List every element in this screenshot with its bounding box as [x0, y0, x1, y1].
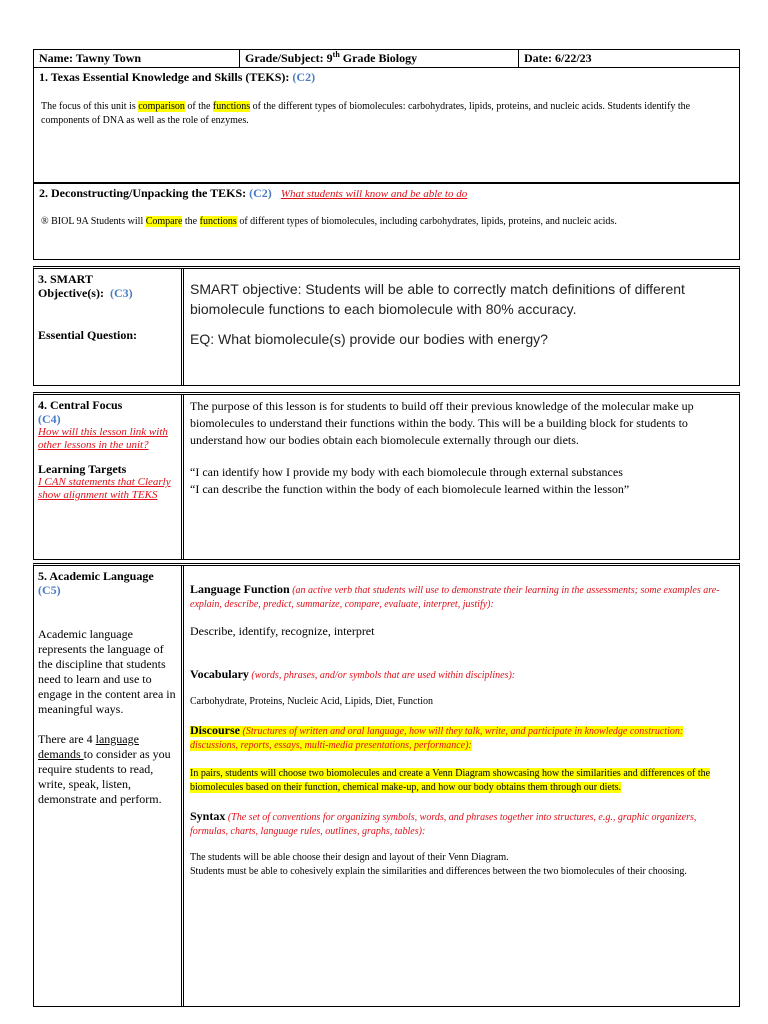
central-left	[34, 395, 184, 559]
learning-targets-label: Learning Targets	[38, 462, 127, 476]
vocabulary-label: Vocabulary	[190, 667, 249, 681]
smart-code: (C3)	[109, 286, 133, 300]
central-purpose-text: The purpose of this lesson is for students to build off their previous knowledge of the molecular make up biomolecules to understand their functions within the body. This will be a building block for students to understand how our bodies obtain each biomolecule externally through our diets.	[190, 399, 694, 447]
discourse-value-line	[190, 767, 733, 795]
teks-text-1: The focus of this unit is	[41, 101, 139, 112]
academic-language-description: Academic language represents the language of the discipline that students need to learn and use to engage in the content area in meaningful ways.	[38, 627, 176, 716]
teks-code: (C2)	[292, 70, 316, 84]
deconstruct-highlight-1: Compare	[145, 216, 183, 227]
lesson-plan-document	[33, 49, 740, 1007]
grade-subject-cell	[240, 50, 519, 67]
teks-text-3: of the different types of biomolecules: carbohydrates, lipids, proteins, and nucleic acids. Students identify the components of DNA as well as the role of enzymes.	[41, 101, 691, 126]
deconstruct-title-text: 2. Deconstructing/Unpacking the TEKS:	[39, 186, 247, 200]
language-demands-text	[38, 732, 177, 807]
discourse-value: In pairs, students will choose two biomolecules and create a Venn Diagram showcasing how the similarities and differences of the biomolecules based on their function, chemical make-up, and how our body obtains them through our diets.	[190, 768, 711, 793]
smart-label: 3. SMART	[38, 272, 93, 286]
language-function-label: Language Function	[190, 582, 290, 596]
deconstruct-text-1: ® BIOL 9A Students will	[41, 216, 146, 227]
syntax-value-2: Students must be able to cohesively explain the similarities and differences between the two biomolecules of their choosing.	[190, 866, 687, 877]
academic-language-code: (C5)	[38, 583, 61, 597]
academic-language-section	[33, 563, 740, 1007]
smart-section	[33, 266, 740, 386]
syntax-label: Syntax	[190, 809, 226, 823]
teks-section	[33, 68, 740, 183]
language-function-line	[190, 582, 733, 612]
academic-right	[184, 566, 739, 1006]
can-statement-2: “I can describe the function within the body of each biomolecule learned within the lesson”	[190, 482, 630, 496]
language-function-desc: (an active verb that students will use to demonstrate their learning in the assessments; some examples are- explain, describe, predict, summarize, compare, evaluate, interpret, justify):	[190, 585, 720, 610]
teks-title	[34, 68, 739, 85]
teks-highlight-1: comparison	[138, 101, 185, 112]
smart-left	[34, 269, 184, 385]
name-cell: Name: Tawny Town	[34, 50, 240, 67]
deconstruct-text-2: the	[182, 216, 200, 227]
deconstruct-code: (C2)	[249, 186, 272, 200]
deconstruct-subtitle: What students will know and be able to do	[280, 188, 468, 200]
essential-question-text: EQ: What biomolecule(s) provide our bodies with energy?	[190, 331, 548, 347]
deconstruct-body	[34, 202, 739, 229]
language-function-value: Describe, identify, recognize, interpret	[190, 624, 375, 638]
deconstruct-title	[34, 184, 739, 202]
learning-targets-question: I CAN statements that Clearly show alignment with TEKS	[38, 476, 171, 501]
vocabulary-desc: (words, phrases, and/or symbols that are used within disciplines):	[251, 670, 516, 681]
smart-objective-text: SMART objective: Students will be able to correctly match definitions of different biomolecule functions to each biomolecule with 80% accuracy.	[190, 281, 685, 317]
central-focus-section	[33, 392, 740, 560]
grade-sup: th	[332, 50, 340, 59]
can-statement-1: “I can identify how I provide my body with each biomolecule through external substances	[190, 465, 623, 479]
deconstruct-text-3: of different types of biomolecules, including carbohydrates, lipids, proteins, and nucleic acids.	[236, 216, 617, 227]
academic-language-label: 5. Academic Language	[38, 569, 154, 583]
discourse-line	[190, 723, 733, 753]
header-row	[33, 49, 740, 68]
teks-body	[34, 85, 739, 128]
teks-text-2: of the	[184, 101, 213, 112]
syntax-line	[190, 809, 733, 839]
teks-title-text: 1. Texas Essential Knowledge and Skills (TEKS):	[39, 70, 290, 84]
discourse-desc: (Structures of written and oral language, how will they talk, write, and participate in knowledge construction: discussions, reports, essays, multi-media presentations, performance):	[190, 726, 684, 751]
discourse-label: Discourse	[190, 723, 240, 737]
date-cell: Date: 6/22/23	[524, 51, 592, 65]
demands-underlined: language demands	[38, 732, 139, 761]
syntax-desc: (The set of conventions for organizing symbols, words, and phrases together into structures, e.g., graphic organizers, formulas, charts, language rules, outlines, graphs, tables):	[190, 812, 697, 837]
central-focus-question: How will this lesson link with other lessons in the unit?	[38, 426, 168, 451]
deconstruct-highlight-2: functions	[199, 216, 237, 227]
central-focus-label: 4. Central Focus	[38, 398, 123, 412]
syntax-value-1: The students will be able choose their design and layout of their Venn Diagram.	[190, 852, 509, 863]
deconstruct-section	[33, 183, 740, 260]
smart-objective-label-text: Objective(s):	[38, 286, 104, 300]
smart-objective-label	[38, 286, 177, 300]
essential-question-label: Essential Question:	[38, 328, 138, 342]
central-right	[184, 395, 739, 559]
vocabulary-value: Carbohydrate, Proteins, Nucleic Acid, Lipids, Diet, Function	[190, 696, 434, 707]
grade-text: Grade/Subject: 9	[245, 51, 333, 65]
teks-highlight-2: functions	[212, 101, 251, 112]
grade-subject-text: Grade Biology	[339, 51, 418, 65]
vocabulary-line	[190, 667, 733, 683]
central-focus-code: (C4)	[38, 412, 61, 426]
demands-pre: There are 4	[38, 732, 96, 746]
smart-right	[184, 269, 739, 385]
academic-left	[34, 566, 184, 1006]
demands-post: to consider as you require students to read, write, speak, listen, demonstrate and perform.	[38, 747, 171, 806]
